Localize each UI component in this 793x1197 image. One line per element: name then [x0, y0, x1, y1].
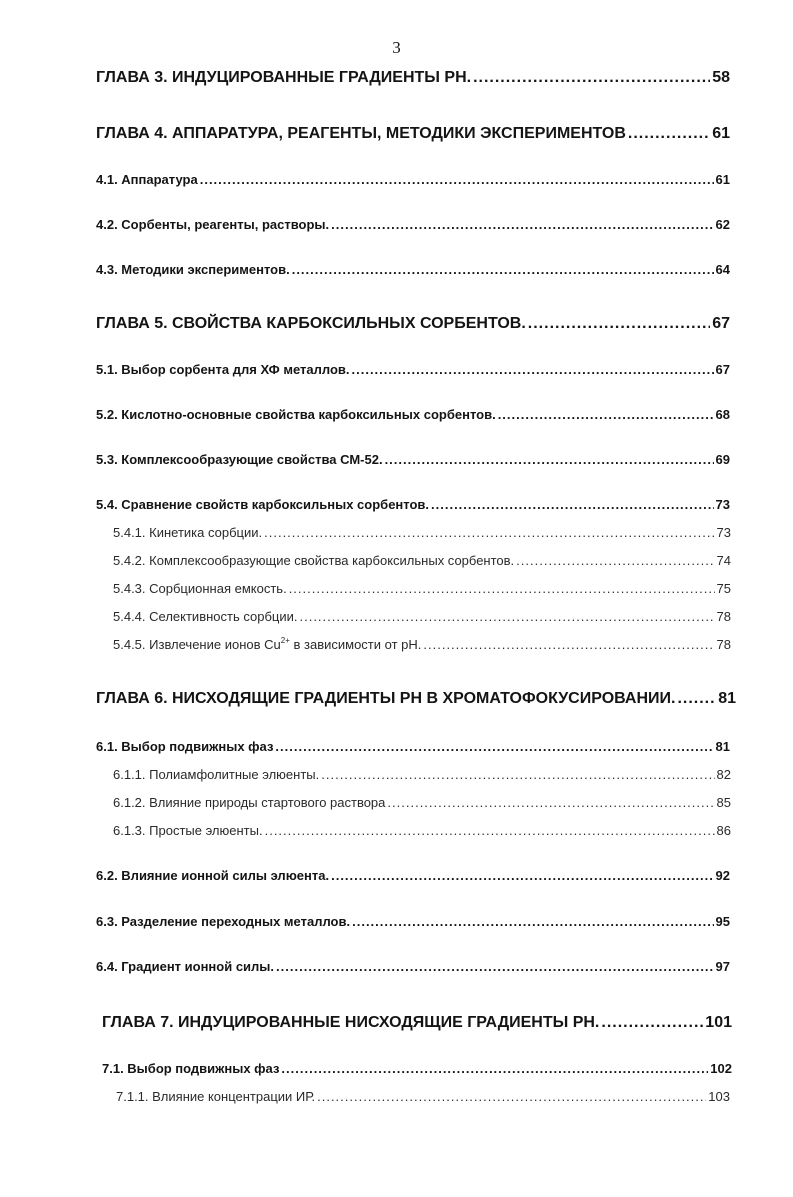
toc-page: 62 [715, 217, 730, 232]
toc-entry-6-1-1[interactable] [113, 768, 731, 781]
toc-label: 4.3. Методики экспериментов. [96, 262, 290, 277]
leader-dots [299, 610, 714, 623]
toc-page: 86 [716, 823, 731, 838]
toc-entry-6-2[interactable] [96, 869, 730, 882]
toc-entry-chapter-4[interactable] [96, 126, 730, 142]
toc-label [113, 638, 421, 651]
toc-entry-6-4[interactable] [96, 960, 730, 973]
leader-dots [423, 638, 714, 651]
leader-dots [528, 316, 710, 332]
leader-dots [321, 768, 714, 781]
toc-entry-chapter-6[interactable] [96, 691, 736, 707]
toc-label: 5.1. Выбор сорбента для ХФ металлов. [96, 362, 350, 377]
toc-label: 7.1. Выбор подвижных фаз [102, 1061, 280, 1076]
toc-entry-7-1[interactable] [102, 1062, 732, 1075]
toc-label: 6.3. Разделение переходных металлов. [96, 914, 351, 929]
toc-entry-6-1-2[interactable] [113, 796, 731, 809]
toc-entry-5-4-2[interactable] [113, 554, 731, 567]
toc-entry-4-2[interactable] [96, 218, 730, 231]
toc-label: 6.4. Градиент ионной силы. [96, 959, 275, 974]
toc-label: 5.4.2. Комплексообразующие свойства карбоксильных сорбентов. [113, 553, 515, 568]
toc-label: 5.4. Сравнение свойств карбоксильных сорбентов. [96, 497, 430, 512]
toc-page: 67 [712, 315, 730, 332]
toc-label-text: в зависимости от pH. [289, 637, 422, 652]
toc-label: 6.1. Выбор подвижных фаз [96, 739, 274, 754]
toc-entry-5-4-1[interactable] [113, 526, 731, 539]
toc-entry-6-1-3[interactable] [113, 824, 731, 837]
leader-dots [628, 126, 710, 142]
leader-dots [516, 554, 714, 567]
toc-page: 58 [712, 69, 730, 86]
toc-entry-7-1-1[interactable] [116, 1090, 730, 1103]
toc-label: 4.1. Аппаратура [96, 172, 198, 187]
leader-dots [317, 1090, 706, 1103]
leader-dots [473, 70, 710, 86]
leader-dots [275, 740, 713, 753]
page-number: 3 [392, 38, 401, 57]
toc-page: 82 [716, 767, 731, 782]
toc-page: 69 [715, 452, 730, 467]
toc-entry-5-2[interactable] [96, 408, 730, 421]
toc-page: 102 [710, 1061, 732, 1076]
toc-label: 7.1.1. Влияние концентрации ИР. [116, 1089, 316, 1104]
toc-page: 78 [716, 637, 731, 652]
charge-superscript: 2+ [280, 636, 290, 645]
leader-dots [677, 691, 716, 707]
toc-page: 92 [715, 868, 730, 883]
leader-dots [289, 582, 715, 595]
toc-label: 5.2. Кислотно-основные свойства карбоксильных сорбентов. [96, 407, 496, 422]
toc-page: 75 [716, 581, 731, 596]
toc-label: ГЛАВА 7. ИНДУЦИРОВАННЫЕ НИСХОДЯЩИЕ ГРАДИЕНТЫ PH. [102, 1014, 600, 1031]
toc-page: 68 [715, 407, 730, 422]
toc-entry-5-3[interactable] [96, 453, 730, 466]
leader-dots [331, 869, 713, 882]
toc-label: ГЛАВА 5. СВОЙСТВА КАРБОКСИЛЬНЫХ СОРБЕНТОВ. [96, 315, 526, 332]
toc-label-text: 5.4.5. Извлечение ионов Cu [113, 637, 281, 652]
leader-dots [281, 1062, 708, 1075]
leader-dots [331, 218, 713, 231]
toc-page: 64 [715, 262, 730, 277]
toc-entry-6-1[interactable] [96, 740, 730, 753]
toc-label: ГЛАВА 6. НИСХОДЯЩИЕ ГРАДИЕНТЫ PH В ХРОМАТОФОКУСИРОВАНИИ. [96, 690, 676, 707]
leader-dots [387, 796, 714, 809]
toc-page: 61 [712, 125, 730, 142]
leader-dots [265, 824, 715, 837]
toc-label: 6.2. Влияние ионной силы элюента. [96, 868, 330, 883]
toc-label: 6.1.1. Полиамфолитные элюенты. [113, 767, 320, 782]
toc-entry-5-4-3[interactable] [113, 582, 731, 595]
toc-entry-5-4-5[interactable] [113, 638, 731, 651]
toc-page: 78 [716, 609, 731, 624]
leader-dots [601, 1015, 703, 1031]
toc-label: 5.4.4. Селективность сорбции. [113, 609, 298, 624]
toc-label: 5.4.1. Кинетика сорбции. [113, 525, 263, 540]
toc-entry-5-4[interactable] [96, 498, 730, 511]
toc-page: 103 [708, 1089, 730, 1104]
toc-label: 4.2. Сорбенты, реагенты, растворы. [96, 217, 330, 232]
leader-dots [276, 960, 714, 973]
toc-page: 74 [716, 553, 731, 568]
toc-entry-5-4-4[interactable] [113, 610, 731, 623]
leader-dots [498, 408, 714, 421]
leader-dots [200, 173, 714, 186]
toc-label: ГЛАВА 3. ИНДУЦИРОВАННЫЕ ГРАДИЕНТЫ PH. [96, 69, 472, 86]
leader-dots [352, 363, 714, 376]
toc-entry-5-1[interactable] [96, 363, 730, 376]
toc-page: 81 [715, 739, 730, 754]
toc-page: 95 [715, 914, 730, 929]
toc-entry-6-3[interactable] [96, 915, 730, 928]
toc-page: 81 [718, 690, 736, 707]
leader-dots [264, 526, 714, 539]
leader-dots [385, 453, 714, 466]
leader-dots [292, 263, 714, 276]
toc-page: 67 [715, 362, 730, 377]
toc-page: 101 [705, 1014, 732, 1031]
leader-dots [352, 915, 713, 928]
toc-page: 85 [716, 795, 731, 810]
toc-page: 61 [715, 172, 730, 187]
toc-entry-chapter-3[interactable] [96, 70, 730, 86]
toc-entry-4-3[interactable] [96, 263, 730, 276]
leader-dots [431, 498, 714, 511]
toc-entry-chapter-5[interactable] [96, 316, 730, 332]
toc-label: 6.1.3. Простые элюенты. [113, 823, 263, 838]
toc-page: 73 [716, 525, 731, 540]
toc-page: 97 [715, 959, 730, 974]
toc-label: 5.4.3. Сорбционная емкость. [113, 581, 287, 596]
toc-label: ГЛАВА 4. АППАРАТУРА, РЕАГЕНТЫ, МЕТОДИКИ ЭКСПЕРИМЕНТОВ [96, 125, 626, 142]
toc-label: 6.1.2. Влияние природы стартового раствора [113, 795, 386, 810]
toc-entry-4-1[interactable] [96, 173, 730, 186]
toc-entry-chapter-7[interactable] [102, 1015, 732, 1031]
toc-label: 5.3. Комплексообразующие свойства СМ-52. [96, 452, 383, 467]
toc-page: 73 [715, 497, 730, 512]
